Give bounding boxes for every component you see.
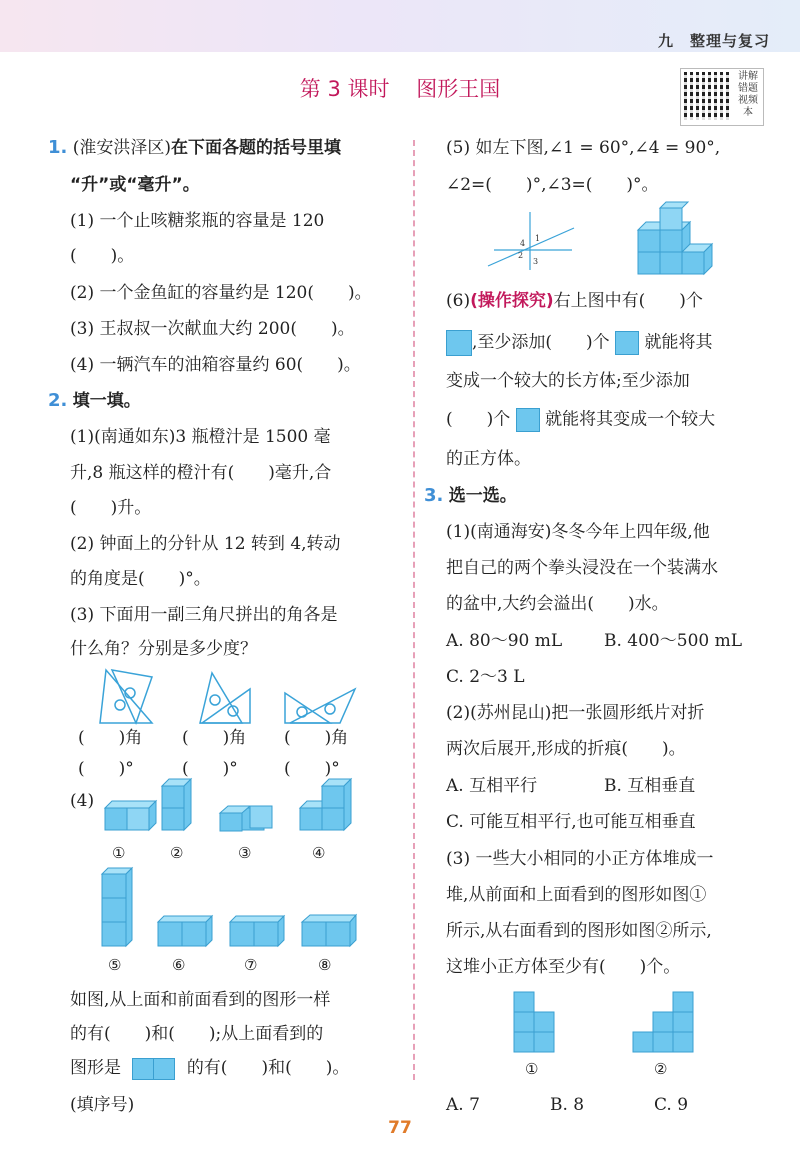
- q2-p4-text1: 如图,从上面和前面看到的图形一样: [70, 990, 331, 1010]
- q3-p3-option[interactable]: B. 8: [550, 1095, 585, 1115]
- q3-p2-source: (苏州昆山): [470, 703, 552, 723]
- q3-p1-line3: 的盆中,大约会溢出( )水。: [446, 594, 669, 614]
- q2-p4-text3-post: 的有( )和( )。: [186, 1058, 350, 1078]
- q2-p4-text2: 的有( )和( );从上面看到的: [70, 1024, 324, 1044]
- q2-p6-end: 就能将其: [644, 332, 713, 353]
- cube-figures-row2: [100, 870, 370, 950]
- qr-label: 讲解错题视频本: [738, 71, 758, 118]
- angle-label: 1: [535, 234, 541, 243]
- q3-p2-text: 把一张圆形纸片对折: [551, 703, 705, 723]
- q2-p6-mid: ,至少添加( )个: [472, 332, 610, 353]
- view-figure-1: [514, 992, 554, 1052]
- q2-p4-note: (填序号): [70, 1095, 135, 1115]
- q3-p2-option[interactable]: C. 可能互相平行,也可能互相垂直: [446, 812, 696, 832]
- degree-answer: ( )°: [78, 759, 134, 779]
- q3-p2-option[interactable]: B. 互相垂直: [604, 776, 696, 796]
- degree-answer: ( )°: [284, 759, 340, 779]
- q2-p6-line5: 的正方体。: [446, 449, 531, 469]
- fig-label: ②: [170, 844, 184, 862]
- cube-fig-6: [158, 916, 212, 946]
- q2-p4-text3: [70, 1057, 349, 1080]
- q1-stem: 在下面各题的括号里填: [171, 138, 342, 158]
- q2-p6-line2: [446, 330, 712, 356]
- q2-p6-line1: [446, 290, 703, 312]
- angle-line: [488, 228, 574, 266]
- qr-pattern: [684, 72, 732, 120]
- angle-answer: ( )角: [78, 728, 143, 748]
- cube-fig-3: [220, 806, 272, 831]
- cube-fig-2: [162, 779, 191, 830]
- q2-p6-post: 就能将其变成一个较大: [545, 409, 716, 430]
- q2-p3-line2: 什么角？分别是多少度？: [70, 639, 257, 659]
- q3-p3-option[interactable]: C. 9: [654, 1095, 689, 1115]
- fig-label: ⑥: [172, 956, 186, 974]
- angle-answer: ( )角: [182, 728, 247, 748]
- angle-label: 2: [518, 251, 524, 260]
- cube-figures-row1: [100, 788, 360, 840]
- q3-p3-line1: (3) 一些大小相同的小正方体堆成一: [446, 849, 714, 869]
- degree-answer: ( )°: [182, 759, 238, 779]
- q3-p1-line1: [446, 521, 710, 543]
- ruler-triangle: [285, 693, 330, 723]
- cube-fig-5: [102, 868, 132, 946]
- fig-label: ①: [112, 844, 126, 862]
- q2-p1-source: (南通如东): [94, 427, 176, 447]
- q3-p1-source: (南通海安): [470, 522, 552, 542]
- q3-p2-line2: 两次后展开,形成的折痕( )。: [446, 739, 686, 759]
- q2-p6-num: (6): [446, 291, 471, 311]
- q2-p1-line3: ( )升。: [70, 498, 152, 518]
- q2-p4-text3-pre: 图形是: [70, 1058, 121, 1078]
- q2-p2-line1: (2) 钟面上的分针从 12 转到 4,转动: [70, 534, 341, 554]
- angle-label: 3: [533, 257, 539, 266]
- q2-number: 2.: [48, 390, 68, 411]
- q2-p6-line3: 变成一个较大的长方体;至少添加: [446, 371, 690, 391]
- fig-label: ⑧: [318, 956, 332, 974]
- two-squares-icon: [132, 1057, 175, 1080]
- q2-p3-line1: (3) 下面用一副三角尺拼出的角各是: [70, 605, 338, 625]
- q3-p1-option[interactable]: A. 80～90 mL: [446, 631, 563, 651]
- angle-label: 4: [520, 239, 526, 248]
- ruler-hole: [325, 704, 335, 714]
- q3-p1-line2: 把自己的两个拳头浸没在一个装满水: [446, 558, 718, 578]
- q3-p3-option[interactable]: A. 7: [446, 1095, 480, 1115]
- q1-item: (1) 一个止咳糖浆瓶的容量是 120: [70, 211, 325, 231]
- fig-label: ②: [654, 1060, 668, 1078]
- ruler-triangle: [202, 689, 250, 723]
- chapter-header: 九 整理与复习: [657, 32, 770, 50]
- q2-p6-pre: ( )个: [446, 409, 511, 430]
- ruler-hole: [210, 695, 220, 705]
- cube-icon: [615, 331, 639, 355]
- page-number: 77: [388, 1118, 412, 1138]
- fig-label: ⑦: [244, 956, 258, 974]
- q1-item: (3) 王叔叔一次献血大约 200( )。: [70, 319, 355, 339]
- q2-p1-line2: 升,8 瓶这样的橙汁有( )毫升,合: [70, 463, 332, 483]
- lesson-number: 第 3 课时: [299, 77, 390, 101]
- q1-item: (2) 一个金鱼缸的容量约是 120( )。: [70, 283, 372, 303]
- q3-p1-num: (1): [446, 522, 471, 542]
- q2-header: [48, 390, 141, 412]
- q2-p6-tag: (操作探究): [470, 291, 554, 311]
- triangle-rulers-figure: [90, 665, 390, 730]
- q1-item: ( )。: [70, 246, 135, 266]
- q2-stem: 填一填。: [72, 391, 141, 411]
- q2-p2-line2: 的角度是( )°。: [70, 569, 211, 589]
- ruler-hole: [115, 700, 125, 710]
- cube-fig-7: [230, 916, 284, 946]
- cube-stack-figure: [636, 212, 736, 278]
- q3-number: 3.: [424, 485, 444, 506]
- q2-p1-line1: [70, 426, 331, 448]
- q1-item: (4) 一辆汽车的油箱容量约 60( )。: [70, 355, 361, 375]
- q2-p1-num: (1): [70, 427, 95, 447]
- q3-header: [424, 485, 517, 507]
- q1-number: 1.: [48, 137, 68, 158]
- q3-p2-line1: [446, 702, 704, 724]
- q3-p1-option[interactable]: B. 400～500 mL: [604, 631, 743, 651]
- lesson-topic: 图形王国: [416, 77, 501, 101]
- q3-p2-num: (2): [446, 703, 471, 723]
- view-figure-2: [633, 992, 693, 1052]
- q2-p5-line1: (5) 如左下图,∠1 = 60°,∠4 = 90°,: [446, 138, 721, 158]
- angle-answer: ( )角: [284, 728, 349, 748]
- ruler-hole: [297, 707, 307, 717]
- q3-stem: 选一选。: [448, 486, 517, 506]
- column-divider: [413, 140, 415, 1080]
- view-figures: [510, 992, 760, 1054]
- qr-code[interactable]: [680, 68, 764, 126]
- cube-icon: [446, 330, 472, 356]
- q3-p2-option[interactable]: A. 互相平行: [446, 776, 538, 796]
- fig-label: ③: [238, 844, 252, 862]
- q3-p1-text: 冬冬今年上四年级,他: [551, 522, 710, 542]
- angle-figure: [486, 208, 576, 273]
- q3-p1-option[interactable]: C. 2～3 L: [446, 667, 525, 687]
- q2-p4-label: (4): [70, 791, 95, 811]
- q3-p3-line2: 堆,从前面和上面看到的图形如图①: [446, 885, 707, 905]
- cube-icon: [516, 408, 540, 432]
- q2-p1-text: 3 瓶橙汁是 1500 毫: [175, 427, 331, 447]
- fig-label: ⑤: [108, 956, 122, 974]
- fig-label: ④: [312, 844, 326, 862]
- q2-p6-line4: [446, 408, 715, 432]
- q2-p6-text: 右上图中有( )个: [553, 291, 703, 311]
- cube-fig-4: [300, 779, 351, 830]
- q2-p5-line2: ∠2=( )°,∠3=( )°。: [446, 175, 659, 195]
- fig-label: ①: [525, 1060, 539, 1078]
- cube-fig-8: [302, 915, 356, 946]
- q3-p3-line4: 这堆小正方体至少有( )个。: [446, 957, 681, 977]
- q1-stem-2: “升”或“毫升”。: [70, 175, 200, 195]
- q1-line1: [48, 137, 341, 159]
- q3-p3-line3: 所示,从右面看到的图形如图②所示,: [446, 921, 712, 941]
- q1-source: (淮安洪泽区): [72, 138, 172, 158]
- cube-fig-1: [105, 801, 156, 830]
